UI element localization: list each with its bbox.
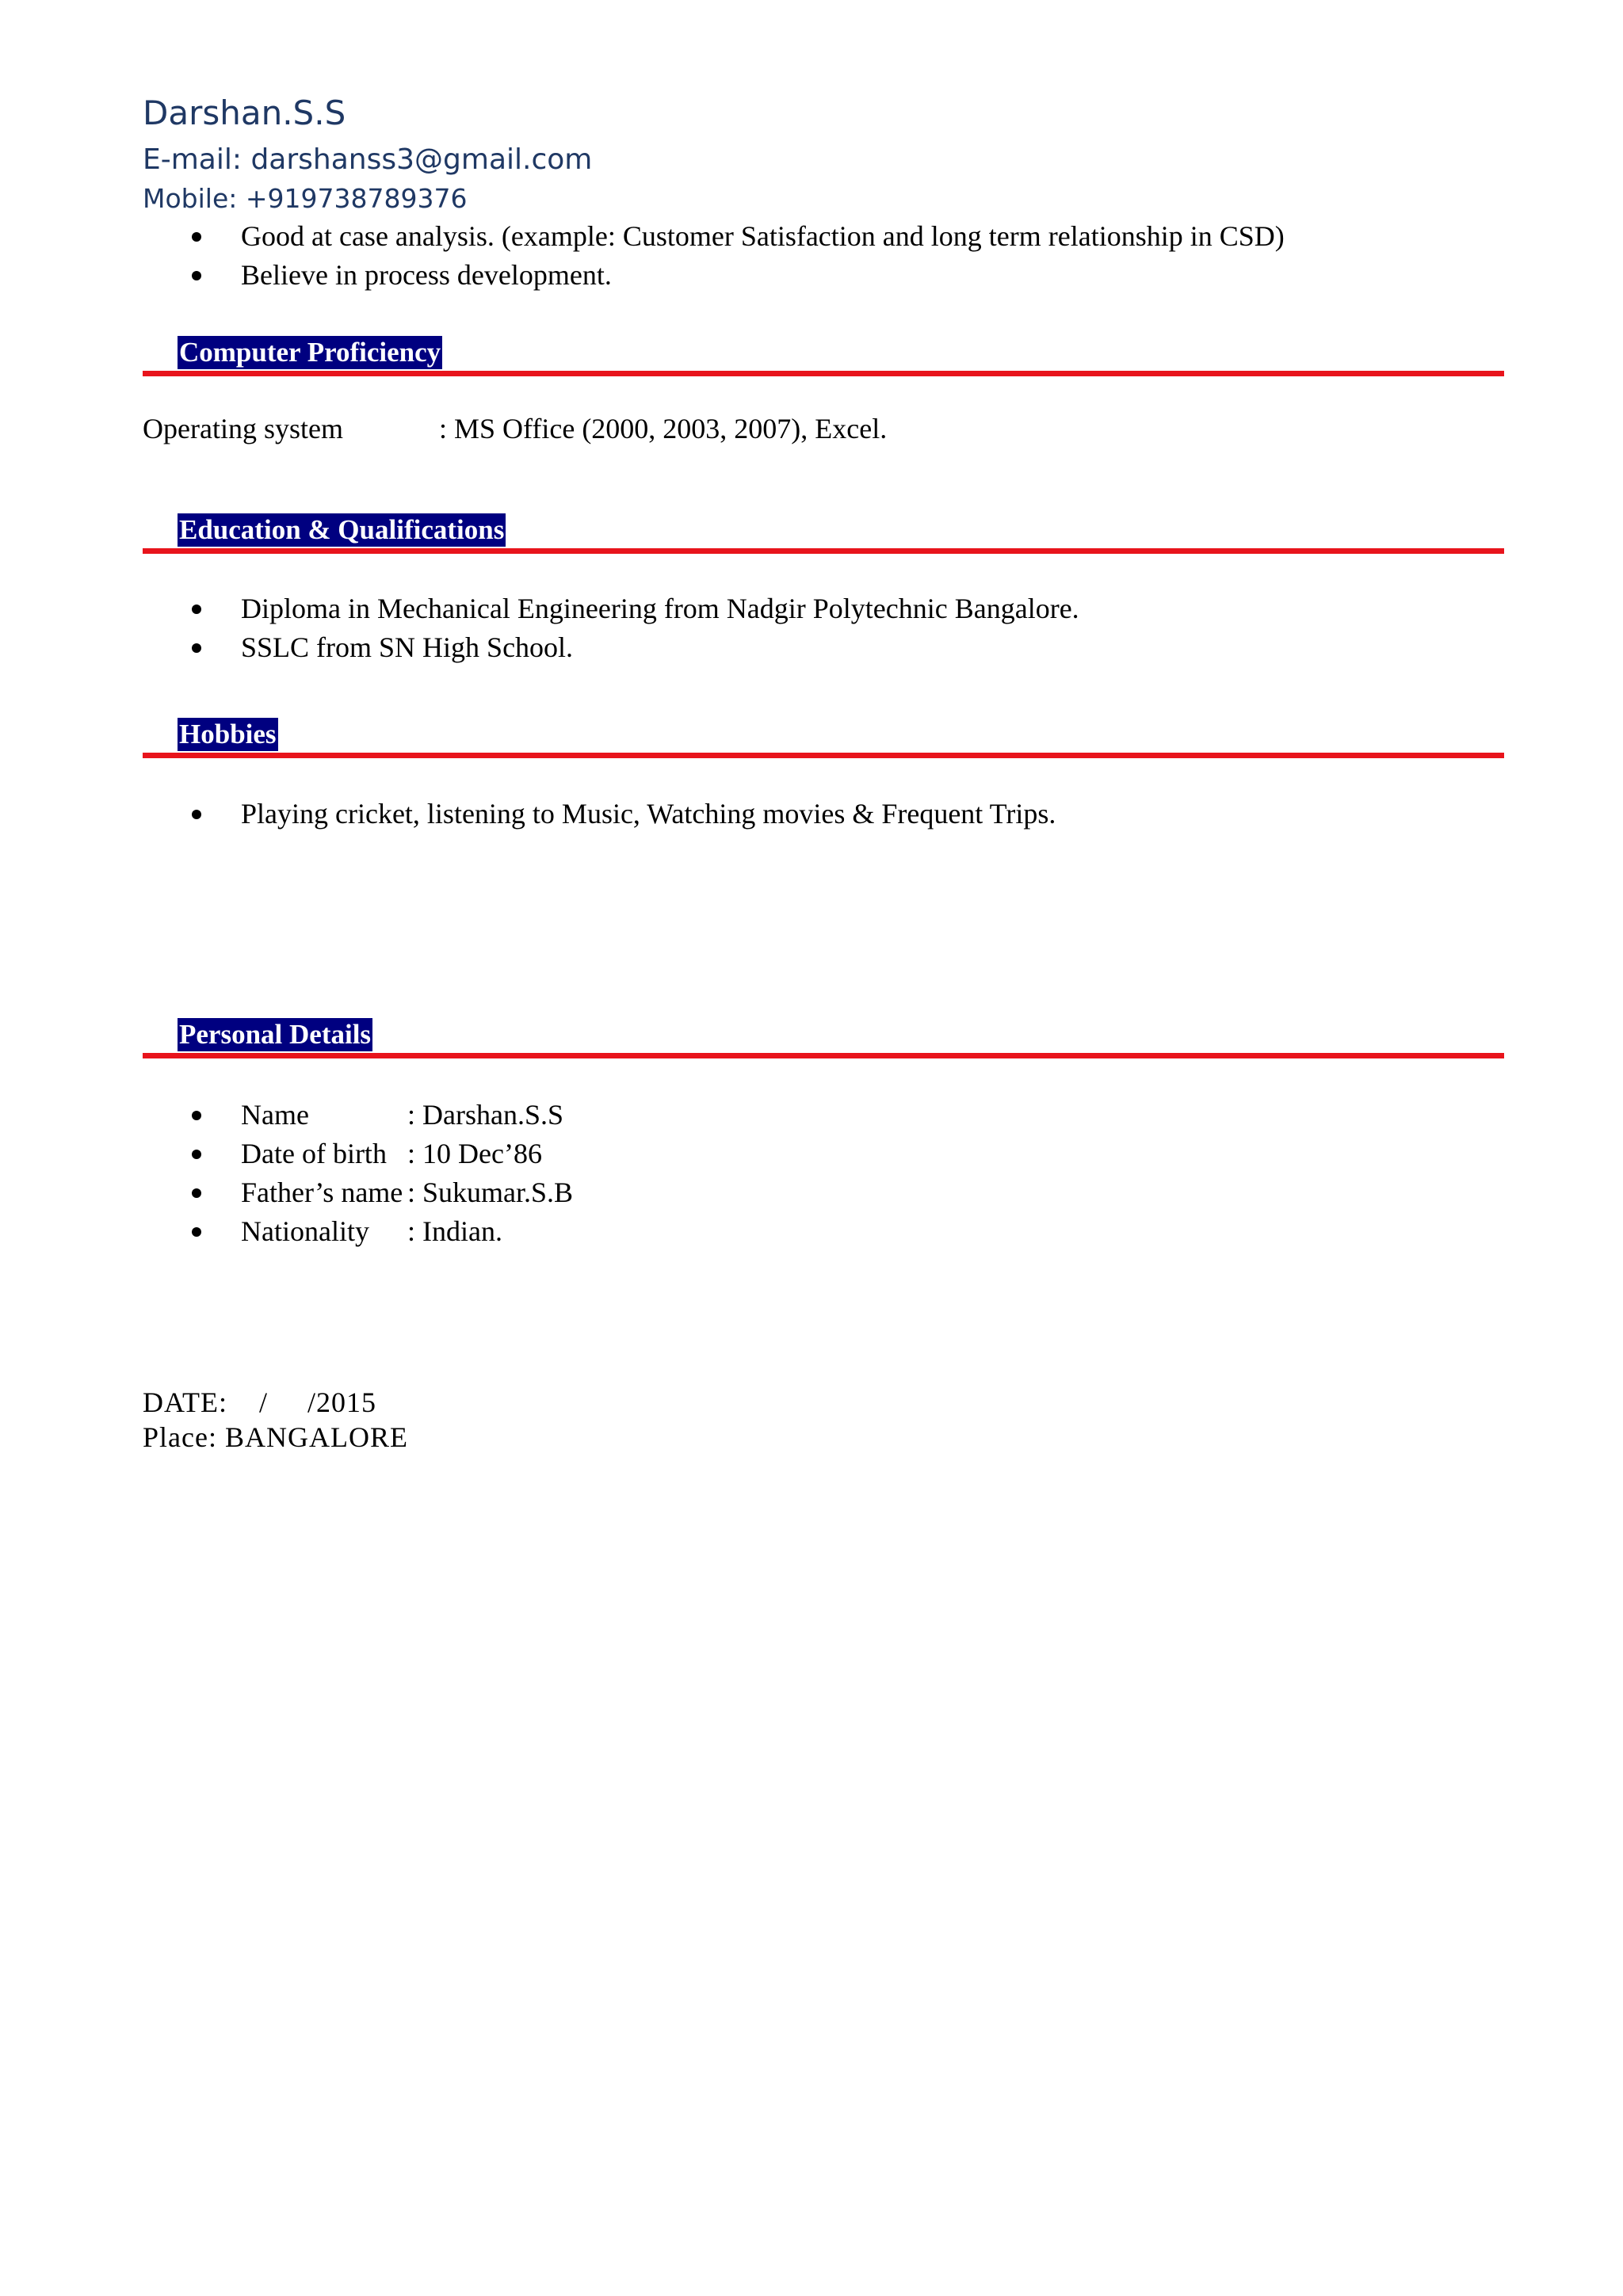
personal-detail-value: : Sukumar.S.B [407,1177,574,1208]
list-item [143,1135,573,1173]
personal-detail-label: Name [241,1099,309,1131]
date-line: DATE: / /2015 [143,1386,376,1418]
bullet-icon [192,1227,201,1237]
section-heading-education: Education & Qualifications [179,514,505,545]
personal-detail-label: Father’s name [241,1177,403,1208]
operating-system-row [143,414,887,443]
bullet-icon [192,232,201,242]
bullet-icon [192,1150,201,1159]
personal-detail-value: : Darshan.S.S [407,1099,563,1131]
list-item: Good at case analysis. (example: Customer Satisfaction and long term relationship in CSD) [143,217,1285,256]
bullet-icon [192,1111,201,1120]
bullet-icon [192,605,201,614]
personal-detail-label: Date of birth [241,1138,387,1169]
section-divider [143,371,1504,376]
section-divider [143,1053,1504,1058]
bullet-icon [192,810,201,819]
mobile-number: Mobile: +919738789376 [143,183,468,214]
hobbies-list [143,795,1056,833]
intro-points-list [143,217,1285,295]
section-divider [143,548,1504,554]
operating-system-value: : MS Office (2000, 2003, 2007), Excel. [439,413,888,444]
bullet-icon [192,1188,201,1198]
candidate-name: Darshan.S.S [143,93,346,132]
list-item: Believe in process development. [143,256,1285,295]
section-heading-computer-proficiency: Computer Proficiency [179,337,441,368]
list-item: Playing cricket, listening to Music, Watching movies & Frequent Trips. [143,795,1056,833]
list-item: SSLC from SN High School. [143,628,1079,667]
personal-detail-label: Nationality [241,1215,369,1247]
section-heading-hobbies: Hobbies [179,719,277,749]
personal-details-list [143,1096,573,1251]
bullet-icon [192,271,201,280]
list-item [143,1212,573,1251]
personal-detail-value: : 10 Dec’86 [407,1138,542,1169]
list-item: Diploma in Mechanical Engineering from Nadgir Polytechnic Bangalore. [143,589,1079,628]
bullet-icon [192,643,201,653]
section-heading-personal-details: Personal Details [179,1019,372,1050]
operating-system-label: Operating system [143,413,343,444]
education-list [143,589,1079,667]
place-line: Place: BANGALORE [143,1421,408,1453]
list-item [143,1173,573,1212]
personal-detail-value: : Indian. [407,1215,502,1247]
section-divider [143,753,1504,758]
email-address: E-mail: darshanss3@gmail.com [143,143,593,176]
list-item [143,1096,573,1135]
